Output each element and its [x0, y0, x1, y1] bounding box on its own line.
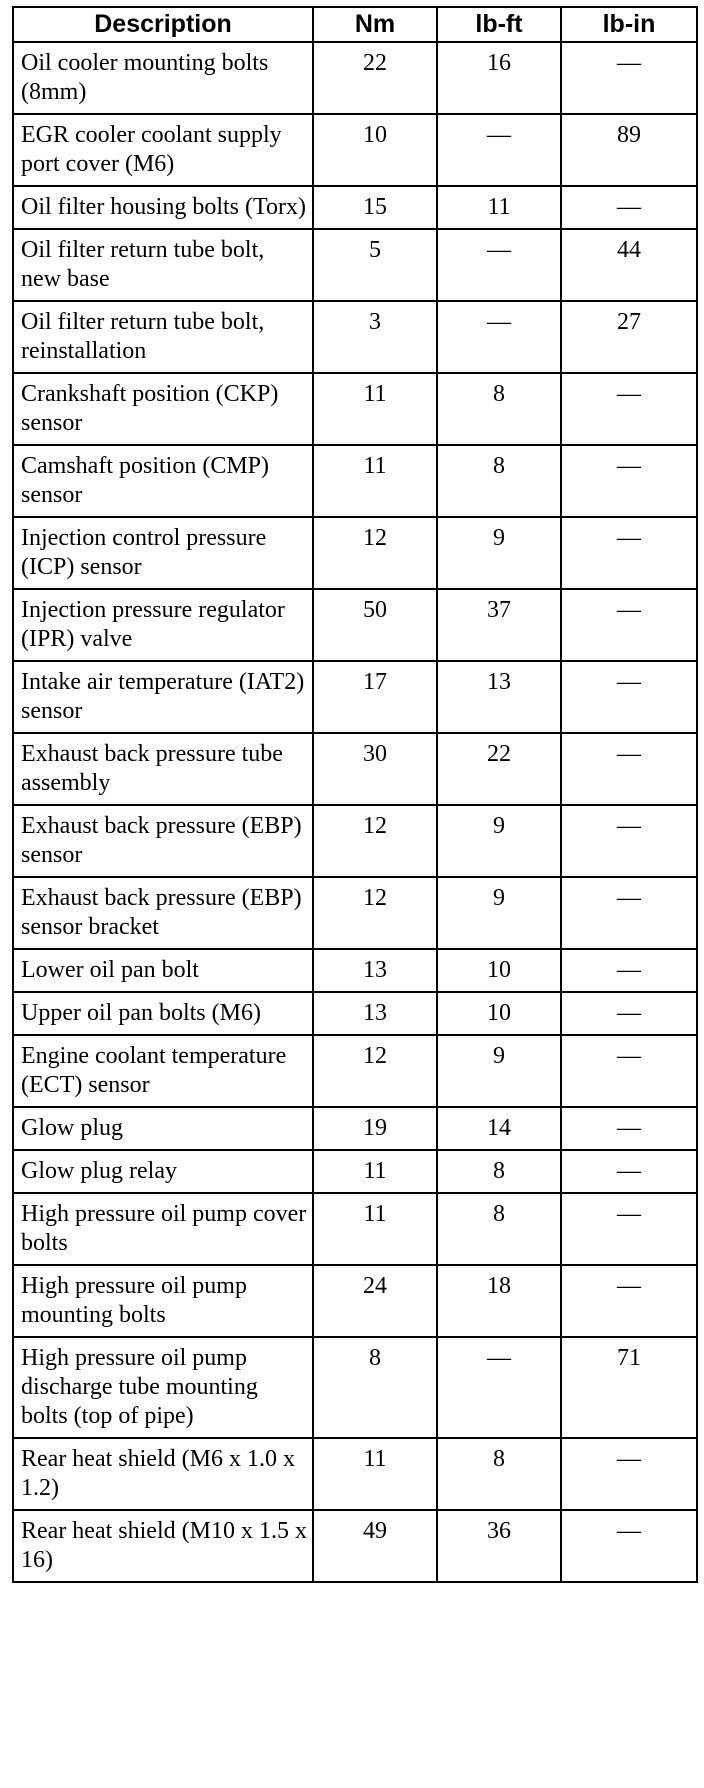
description-cell: Rear heat shield (M10 x 1.5 x 16) [13, 1510, 313, 1582]
table-row [13, 877, 697, 949]
lbin-cell: — [561, 1035, 697, 1107]
lbin-cell: — [561, 445, 697, 517]
lbft-cell: 8 [437, 373, 561, 445]
header-lbin: lb-in [561, 7, 697, 42]
description-cell: Rear heat shield (M6 x 1.0 x 1.2) [13, 1438, 313, 1510]
table-row [13, 1107, 697, 1150]
description-cell: Engine coolant temperature (ECT) sensor [13, 1035, 313, 1107]
lbin-cell: — [561, 186, 697, 229]
lbft-cell: — [437, 1337, 561, 1438]
description-cell: High pressure oil pump mounting bolts [13, 1265, 313, 1337]
table-row [13, 373, 697, 445]
description-cell: Glow plug [13, 1107, 313, 1150]
nm-cell: 5 [313, 229, 437, 301]
nm-cell: 11 [313, 1193, 437, 1265]
description-cell: Oil filter housing bolts (Torx) [13, 186, 313, 229]
lbin-cell: — [561, 373, 697, 445]
table-row [13, 1035, 697, 1107]
table-row [13, 805, 697, 877]
description-cell: Oil filter return tube bolt, new base [13, 229, 313, 301]
lbin-cell: — [561, 733, 697, 805]
nm-cell: 3 [313, 301, 437, 373]
lbft-cell: 37 [437, 589, 561, 661]
lbft-cell: 8 [437, 1150, 561, 1193]
table-row [13, 229, 697, 301]
nm-cell: 17 [313, 661, 437, 733]
nm-cell: 24 [313, 1265, 437, 1337]
table-row [13, 661, 697, 733]
table-row [13, 1150, 697, 1193]
lbin-cell: — [561, 589, 697, 661]
lbft-cell: 9 [437, 805, 561, 877]
lbin-cell: — [561, 877, 697, 949]
nm-cell: 8 [313, 1337, 437, 1438]
nm-cell: 11 [313, 373, 437, 445]
table-row [13, 1337, 697, 1438]
description-cell: Oil cooler mounting bolts (8mm) [13, 42, 313, 114]
lbft-cell: 18 [437, 1265, 561, 1337]
lbin-cell: 44 [561, 229, 697, 301]
table-row [13, 949, 697, 992]
lbft-cell: 10 [437, 949, 561, 992]
lbft-cell: 9 [437, 877, 561, 949]
nm-cell: 12 [313, 517, 437, 589]
nm-cell: 10 [313, 114, 437, 186]
nm-cell: 50 [313, 589, 437, 661]
description-cell: Intake air temperature (IAT2) sensor [13, 661, 313, 733]
nm-cell: 30 [313, 733, 437, 805]
header-row [13, 7, 697, 42]
description-cell: Upper oil pan bolts (M6) [13, 992, 313, 1035]
lbft-cell: 9 [437, 1035, 561, 1107]
table-row [13, 517, 697, 589]
table-row [13, 992, 697, 1035]
nm-cell: 49 [313, 1510, 437, 1582]
lbin-cell: — [561, 992, 697, 1035]
lbft-cell: — [437, 301, 561, 373]
header-description: Description [13, 7, 313, 42]
description-cell: Crankshaft position (CKP) sensor [13, 373, 313, 445]
table-row [13, 1510, 697, 1582]
lbft-cell: — [437, 114, 561, 186]
lbft-cell: 14 [437, 1107, 561, 1150]
table-row [13, 733, 697, 805]
lbft-cell: 8 [437, 445, 561, 517]
table-row [13, 114, 697, 186]
header-nm: Nm [313, 7, 437, 42]
lbft-cell: 16 [437, 42, 561, 114]
lbft-cell: 13 [437, 661, 561, 733]
header-lbft: lb-ft [437, 7, 561, 42]
description-cell: Exhaust back pressure (EBP) sensor [13, 805, 313, 877]
description-cell: Exhaust back pressure tube assembly [13, 733, 313, 805]
description-cell: Glow plug relay [13, 1150, 313, 1193]
lbft-cell: 8 [437, 1438, 561, 1510]
nm-cell: 22 [313, 42, 437, 114]
lbin-cell: — [561, 1107, 697, 1150]
nm-cell: 11 [313, 1438, 437, 1510]
table-row [13, 42, 697, 114]
nm-cell: 11 [313, 445, 437, 517]
lbft-cell: 10 [437, 992, 561, 1035]
description-cell: Lower oil pan bolt [13, 949, 313, 992]
table-row [13, 186, 697, 229]
lbin-cell: — [561, 517, 697, 589]
lbin-cell: — [561, 661, 697, 733]
nm-cell: 12 [313, 877, 437, 949]
description-cell: High pressure oil pump cover bolts [13, 1193, 313, 1265]
description-cell: Injection control pressure (ICP) sensor [13, 517, 313, 589]
nm-cell: 11 [313, 1150, 437, 1193]
lbin-cell: — [561, 805, 697, 877]
lbft-cell: 8 [437, 1193, 561, 1265]
lbin-cell: 89 [561, 114, 697, 186]
lbft-cell: 9 [437, 517, 561, 589]
description-cell: Camshaft position (CMP) sensor [13, 445, 313, 517]
description-cell: EGR cooler coolant supply port cover (M6) [13, 114, 313, 186]
lbft-cell: 36 [437, 1510, 561, 1582]
description-cell: Exhaust back pressure (EBP) sensor bracket [13, 877, 313, 949]
table-row [13, 1193, 697, 1265]
table-row [13, 589, 697, 661]
lbin-cell: — [561, 1193, 697, 1265]
torque-spec-table [12, 6, 698, 1583]
lbft-cell: 11 [437, 186, 561, 229]
nm-cell: 12 [313, 805, 437, 877]
nm-cell: 12 [313, 1035, 437, 1107]
nm-cell: 13 [313, 949, 437, 992]
lbin-cell: — [561, 949, 697, 992]
lbft-cell: — [437, 229, 561, 301]
lbin-cell: — [561, 1510, 697, 1582]
lbin-cell: — [561, 1438, 697, 1510]
lbin-cell: — [561, 42, 697, 114]
lbin-cell: 27 [561, 301, 697, 373]
description-cell: Injection pressure regulator (IPR) valve [13, 589, 313, 661]
lbin-cell: — [561, 1150, 697, 1193]
lbft-cell: 22 [437, 733, 561, 805]
description-cell: Oil filter return tube bolt, reinstallation [13, 301, 313, 373]
table-row [13, 1438, 697, 1510]
table-body [13, 42, 697, 1582]
nm-cell: 19 [313, 1107, 437, 1150]
table-row [13, 1265, 697, 1337]
nm-cell: 15 [313, 186, 437, 229]
nm-cell: 13 [313, 992, 437, 1035]
description-cell: High pressure oil pump discharge tube mounting bolts (top of pipe) [13, 1337, 313, 1438]
table-row [13, 445, 697, 517]
lbin-cell: 71 [561, 1337, 697, 1438]
table-row [13, 301, 697, 373]
lbin-cell: — [561, 1265, 697, 1337]
